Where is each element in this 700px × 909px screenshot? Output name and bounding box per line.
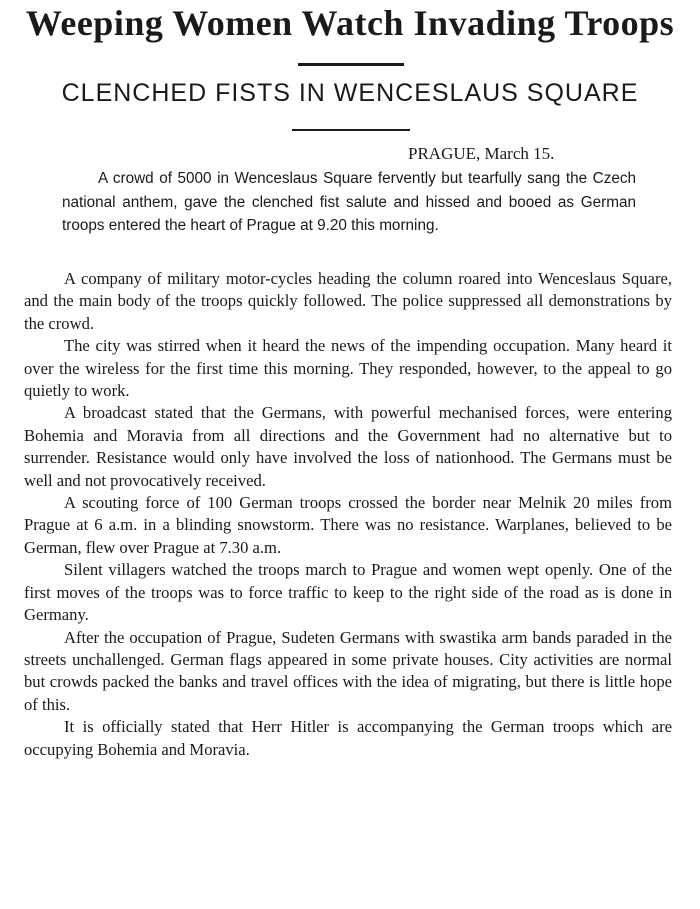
body-paragraph: The city was stirred when it heard the news of the impending occupation. Many heard it over the wireless for the first time this morning. They responded, however, to the appeal to go quietly to work. [24, 336, 672, 401]
headline-divider [298, 63, 404, 66]
headline: Weeping Women Watch Invading Troops [25, 3, 675, 43]
body-paragraph: Silent villagers watched the troops march to Prague and women wept openly. One of the first moves of the troops was to force traffic to keep to the right side of the road as is done in Germany. [24, 560, 672, 625]
body-paragraph: A broadcast stated that the Germans, with powerful mechanised forces, were entering Bohemia and Moravia from all directions and the Government had no alternative but to surrender. Resistance would only have involved the loss of nationhood. The Germans must be well and not provocatively received. [24, 403, 672, 490]
body-paragraph: A scouting force of 100 German troops crossed the border near Melnik 20 miles from Prague at 6 a.m. in a blinding snowstorm. There was no resistance. Warplanes, believed to be German, flew over Prague at 7.30 a.m. [24, 493, 672, 557]
body-paragraph: It is officially stated that Herr Hitler is accompanying the German troops which are occupying Bohemia and Moravia. [24, 717, 672, 759]
dateline: PRAGUE, March 15. [408, 144, 555, 163]
article-body [24, 268, 672, 761]
body-paragraph: After the occupation of Prague, Sudeten Germans with swastika arm bands paraded in the streets unchallenged. German flags appeared in some private houses. City activities are normal but crowds packed the banks and travel offices with the idea of migrating, but there is little hope of this. [24, 627, 672, 714]
subheadline: CLENCHED FISTS IN WENCESLAUS SQUARE [61, 79, 639, 107]
body-paragraph: A company of military motor-cycles heading the column roared into Wenceslaus Square, and the main body of the troops quickly followed. The police suppressed all demonstrations by the crowd. [24, 269, 672, 333]
lead-paragraph: A crowd of 5000 in Wenceslaus Square fervently but tearfully sang the Czech national anthem, gave the clenched fist salute and hissed and booed as German troops entered the heart of Prague at 9.20 this morning. [62, 170, 636, 234]
subheadline-divider [292, 129, 410, 131]
